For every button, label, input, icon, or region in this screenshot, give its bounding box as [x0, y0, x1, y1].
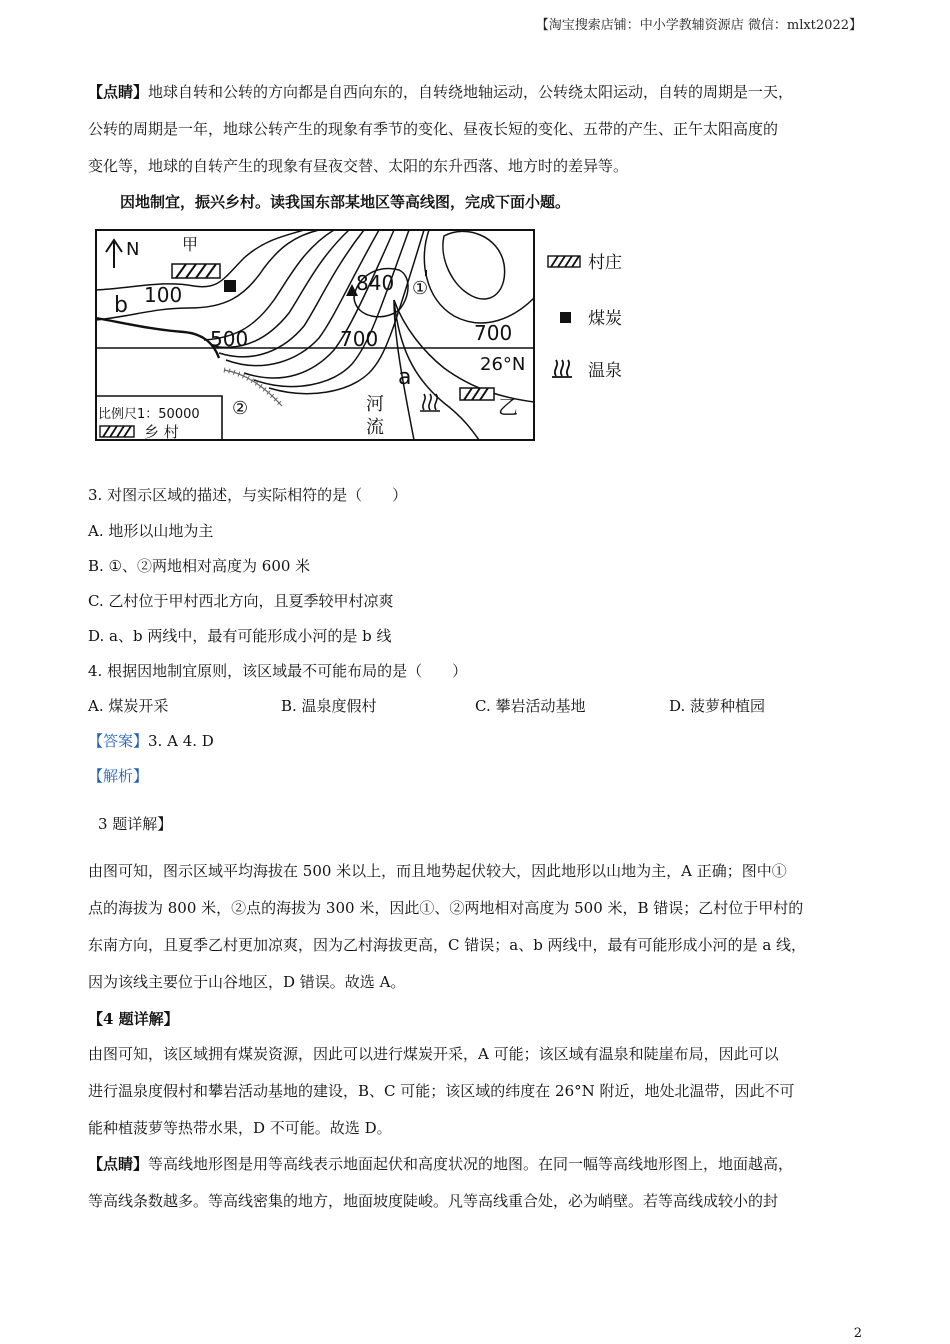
- legend-coal-icon: [560, 312, 571, 323]
- hot-spring-icon: [420, 394, 440, 411]
- legend-village-label: 村庄: [588, 253, 622, 273]
- page-header: 【淘宝搜索店铺：中小学教辅资源店 微信：mlxt2022】: [535, 18, 862, 33]
- dianjing2-text: 等高线地形图是用等高线表示地面起伏和高度状况的地图。在同一幅等高线地形图上，地面越高，: [148, 1155, 794, 1173]
- contour-label-500: 500: [210, 327, 249, 351]
- north-label: N: [126, 239, 140, 260]
- contour-label-100: 100: [144, 283, 183, 307]
- detail-4-line-3: 能种植菠萝等热带水果，D 不可能。故选 D。: [88, 1119, 392, 1137]
- dianjing2-line-1: [88, 1154, 793, 1174]
- detail-3-line-2: 点的海拔为 800 米，②点的海拔为 300 米，因此①、②两地相对高度为 500 米，B 错误；乙村位于甲村的: [88, 899, 804, 917]
- detail-4-title: 【4 题详解】: [88, 1010, 179, 1028]
- q4-stem: 4. 根据因地制宜原则，该区域最不可能布局的是（ ）: [88, 662, 468, 680]
- river-label-1: 河: [366, 394, 384, 415]
- answer-text: 3. A 4. D: [148, 732, 214, 750]
- village-yi-label: 乙: [498, 395, 518, 419]
- detail-3-line-1: 由图可知，图示区域平均海拔在 500 米以上，而且地势起伏较大，因此地形以山地为主，A 正确；图中①: [88, 862, 787, 880]
- q4-options: [88, 696, 848, 716]
- legend-coal-label: 煤炭: [588, 309, 622, 329]
- q3-option-d: D. a、b 两线中，最有可能形成小河的是 b 线: [88, 627, 392, 645]
- peak-elevation: 840: [356, 271, 395, 295]
- village-jia-label: 甲: [182, 235, 199, 254]
- dianjing-text: 地球自转和公转的方向都是自西向东的，自转绕地轴运动，公转绕太阳运动，自转的周期是一天，: [148, 83, 794, 101]
- scale-text: 比例尺1：50000: [98, 407, 200, 422]
- line-a-label: a: [398, 365, 412, 390]
- line-b: [96, 318, 219, 358]
- q4-option-a: A. 煤炭开采: [88, 697, 169, 715]
- dianjing-line-1: [88, 82, 793, 102]
- dianjing-tag: 【点睛】: [88, 83, 149, 101]
- detail-4-line-1: 由图可知，该区域拥有煤炭资源，因此可以进行煤炭开采，A 可能；该区域有温泉和陡崖布局，因此可以: [88, 1045, 779, 1063]
- answer-tag: 【答案】: [88, 732, 149, 750]
- coal-icon: [224, 280, 236, 292]
- page-number: 2: [853, 1326, 862, 1341]
- village-jia-icon: [172, 264, 220, 278]
- scale-legend-text: 乡 村: [144, 423, 179, 441]
- dianjing-line-2: 公转的周期是一年，地球公转产生的现象有季节的变化、昼夜长短的变化、五带的产生、正午太阳高度的: [88, 120, 779, 138]
- q4-option-d: D. 菠萝种植园: [669, 697, 766, 715]
- legend-spring-label: 温泉: [588, 361, 622, 381]
- q3-option-c: C. 乙村位于甲村西北方向，且夏季较甲村凉爽: [88, 592, 394, 610]
- q3-option-a: A. 地形以山地为主: [88, 522, 214, 540]
- q4-option-b: B. 温泉度假村: [281, 697, 377, 715]
- analysis-tag: 【解析】: [88, 767, 149, 785]
- q3-option-b: B. ①、②两地相对高度为 600 米: [88, 557, 311, 575]
- detail-3-line-4: 因为该线主要位于山谷地区，D 错误。故选 A。: [88, 973, 406, 991]
- detail-3-title: 3 题详解】: [98, 815, 173, 833]
- contour-label-700-b: 700: [474, 321, 513, 345]
- answer-line: [88, 731, 214, 751]
- dianjing2-tag: 【点睛】: [88, 1155, 149, 1173]
- q3-stem: 3. 对图示区域的描述，与实际相符的是（ ）: [88, 486, 408, 504]
- line-b-label: b: [114, 293, 128, 318]
- question-intro: 因地制宜，振兴乡村。读我国东部某地区等高线图，完成下面小题。: [120, 193, 571, 211]
- q4-option-c: C. 攀岩活动基地: [475, 697, 586, 715]
- contour-map: [94, 228, 634, 444]
- contour-label-700-a: 700: [340, 327, 379, 351]
- north-arrow-icon: [106, 240, 122, 268]
- latitude-label: 26°N: [480, 354, 526, 375]
- detail-3-line-3: 东南方向，且夏季乙村更加凉爽，因为乙村海拔更高，C 错误；a、b 两线中，最有可能形成小河的是 a 线，: [88, 936, 807, 954]
- detail-4-line-2: 进行温泉度假村和攀岩活动基地的建设，B、C 可能；该区域的纬度在 26°N 附近，地处北温带，因此不可: [88, 1082, 795, 1100]
- point-1-label: ①: [412, 278, 429, 299]
- point-2-label: ②: [232, 398, 249, 419]
- river-label-2: 流: [366, 417, 384, 438]
- legend-spring-icon: [552, 360, 572, 377]
- dianjing-line-3: 变化等，地球的自转产生的现象有昼夜交替、太阳的东升西落、地方时的差异等。: [88, 157, 629, 175]
- dianjing2-line-2: 等高线条数越多。等高线密集的地方，地面坡度陡峻。凡等高线重合处，必为峭壁。若等高线成较小的封: [88, 1192, 779, 1210]
